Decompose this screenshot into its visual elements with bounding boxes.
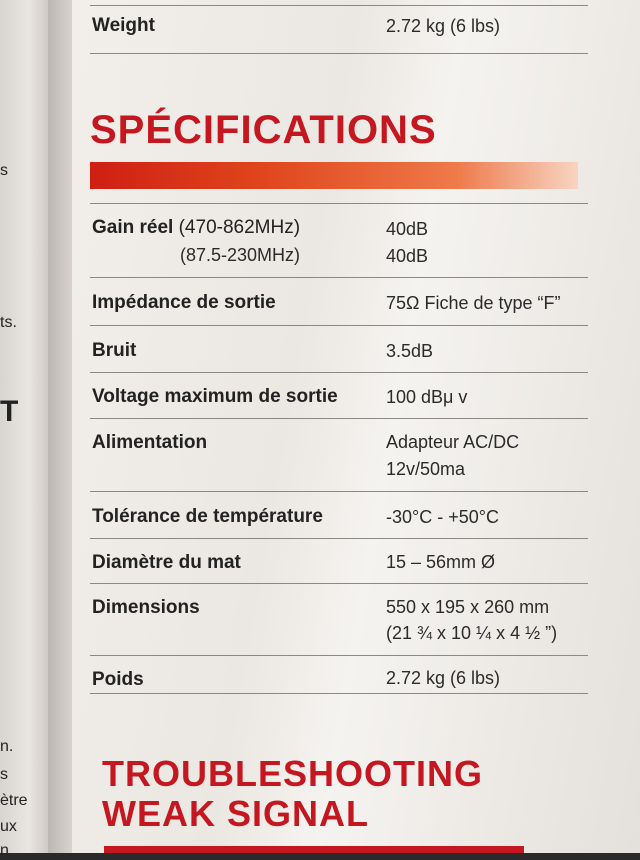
power-value-2: 12v/50ma	[386, 459, 466, 479]
divider	[90, 418, 588, 419]
noise-label: Bruit	[92, 340, 137, 361]
power-label: Alimentation	[92, 432, 208, 453]
voltage-label: Voltage maximum de sortie	[92, 386, 338, 407]
divider	[90, 277, 588, 278]
fragment-text: n.	[0, 738, 14, 755]
spec-card	[72, 0, 640, 853]
temperature-label: Tolérance de température	[92, 506, 323, 527]
divider	[90, 325, 588, 326]
divider	[90, 5, 588, 6]
fragment-text: n	[0, 842, 9, 859]
divider	[90, 203, 588, 204]
fragment-text: ux	[0, 818, 17, 835]
gain-range-1: (470-862MHz)	[178, 217, 301, 238]
page-gap	[48, 0, 74, 853]
temperature-value: -30°C - +50°C	[386, 507, 499, 527]
power-value-1: Adapteur AC/DC	[386, 432, 520, 452]
voltage-value: 100 dBμ v	[386, 387, 468, 407]
gain-label	[92, 217, 300, 239]
impedance-label: Impédance de sortie	[92, 292, 276, 313]
divider	[90, 491, 588, 492]
specifications-heading: SPÉCIFICATIONS	[90, 108, 437, 152]
divider	[90, 538, 588, 539]
gain-value-1: 40dB	[386, 219, 429, 239]
fragment-text: T	[0, 395, 19, 428]
poids-label: Poids	[92, 669, 144, 690]
poids-value: 2.72 kg (6 lbs)	[386, 668, 501, 688]
fragment-text: ètre	[0, 792, 28, 809]
weight-value: 2.72 kg (6 lbs)	[386, 16, 501, 36]
fragment-text: ts.	[0, 314, 17, 331]
fragment-text: s	[0, 766, 8, 783]
mast-label: Diamètre du mat	[92, 552, 241, 573]
divider	[90, 53, 588, 54]
heading-accent-bar	[90, 162, 578, 189]
dimensions-value-2: (21 ¾ x 10 ¼ x 4 ½ ”)	[386, 623, 558, 643]
noise-value: 3.5dB	[386, 341, 434, 361]
divider	[90, 583, 588, 584]
troubleshooting-heading	[102, 754, 483, 834]
troubleshooting-line-1: TROUBLESHOOTING	[102, 753, 483, 794]
gain-label-text: Gain réel	[92, 217, 174, 238]
impedance-value: 75Ω Fiche de type “F”	[386, 293, 561, 313]
divider	[90, 655, 588, 656]
bottom-accent-bar	[104, 846, 524, 853]
adjacent-page-edge	[0, 0, 48, 859]
troubleshooting-line-2: WEAK SIGNAL	[102, 793, 369, 834]
dimensions-label: Dimensions	[92, 597, 200, 618]
divider	[90, 693, 588, 694]
gain-range-2: (87.5-230MHz)	[180, 245, 301, 265]
gain-value-2: 40dB	[386, 246, 429, 266]
mast-value: 15 – 56mm Ø	[386, 552, 496, 572]
weight-label: Weight	[92, 15, 155, 36]
fragment-text: s	[0, 162, 8, 179]
dimensions-value-1: 550 x 195 x 260 mm	[386, 597, 550, 617]
divider	[90, 372, 588, 373]
